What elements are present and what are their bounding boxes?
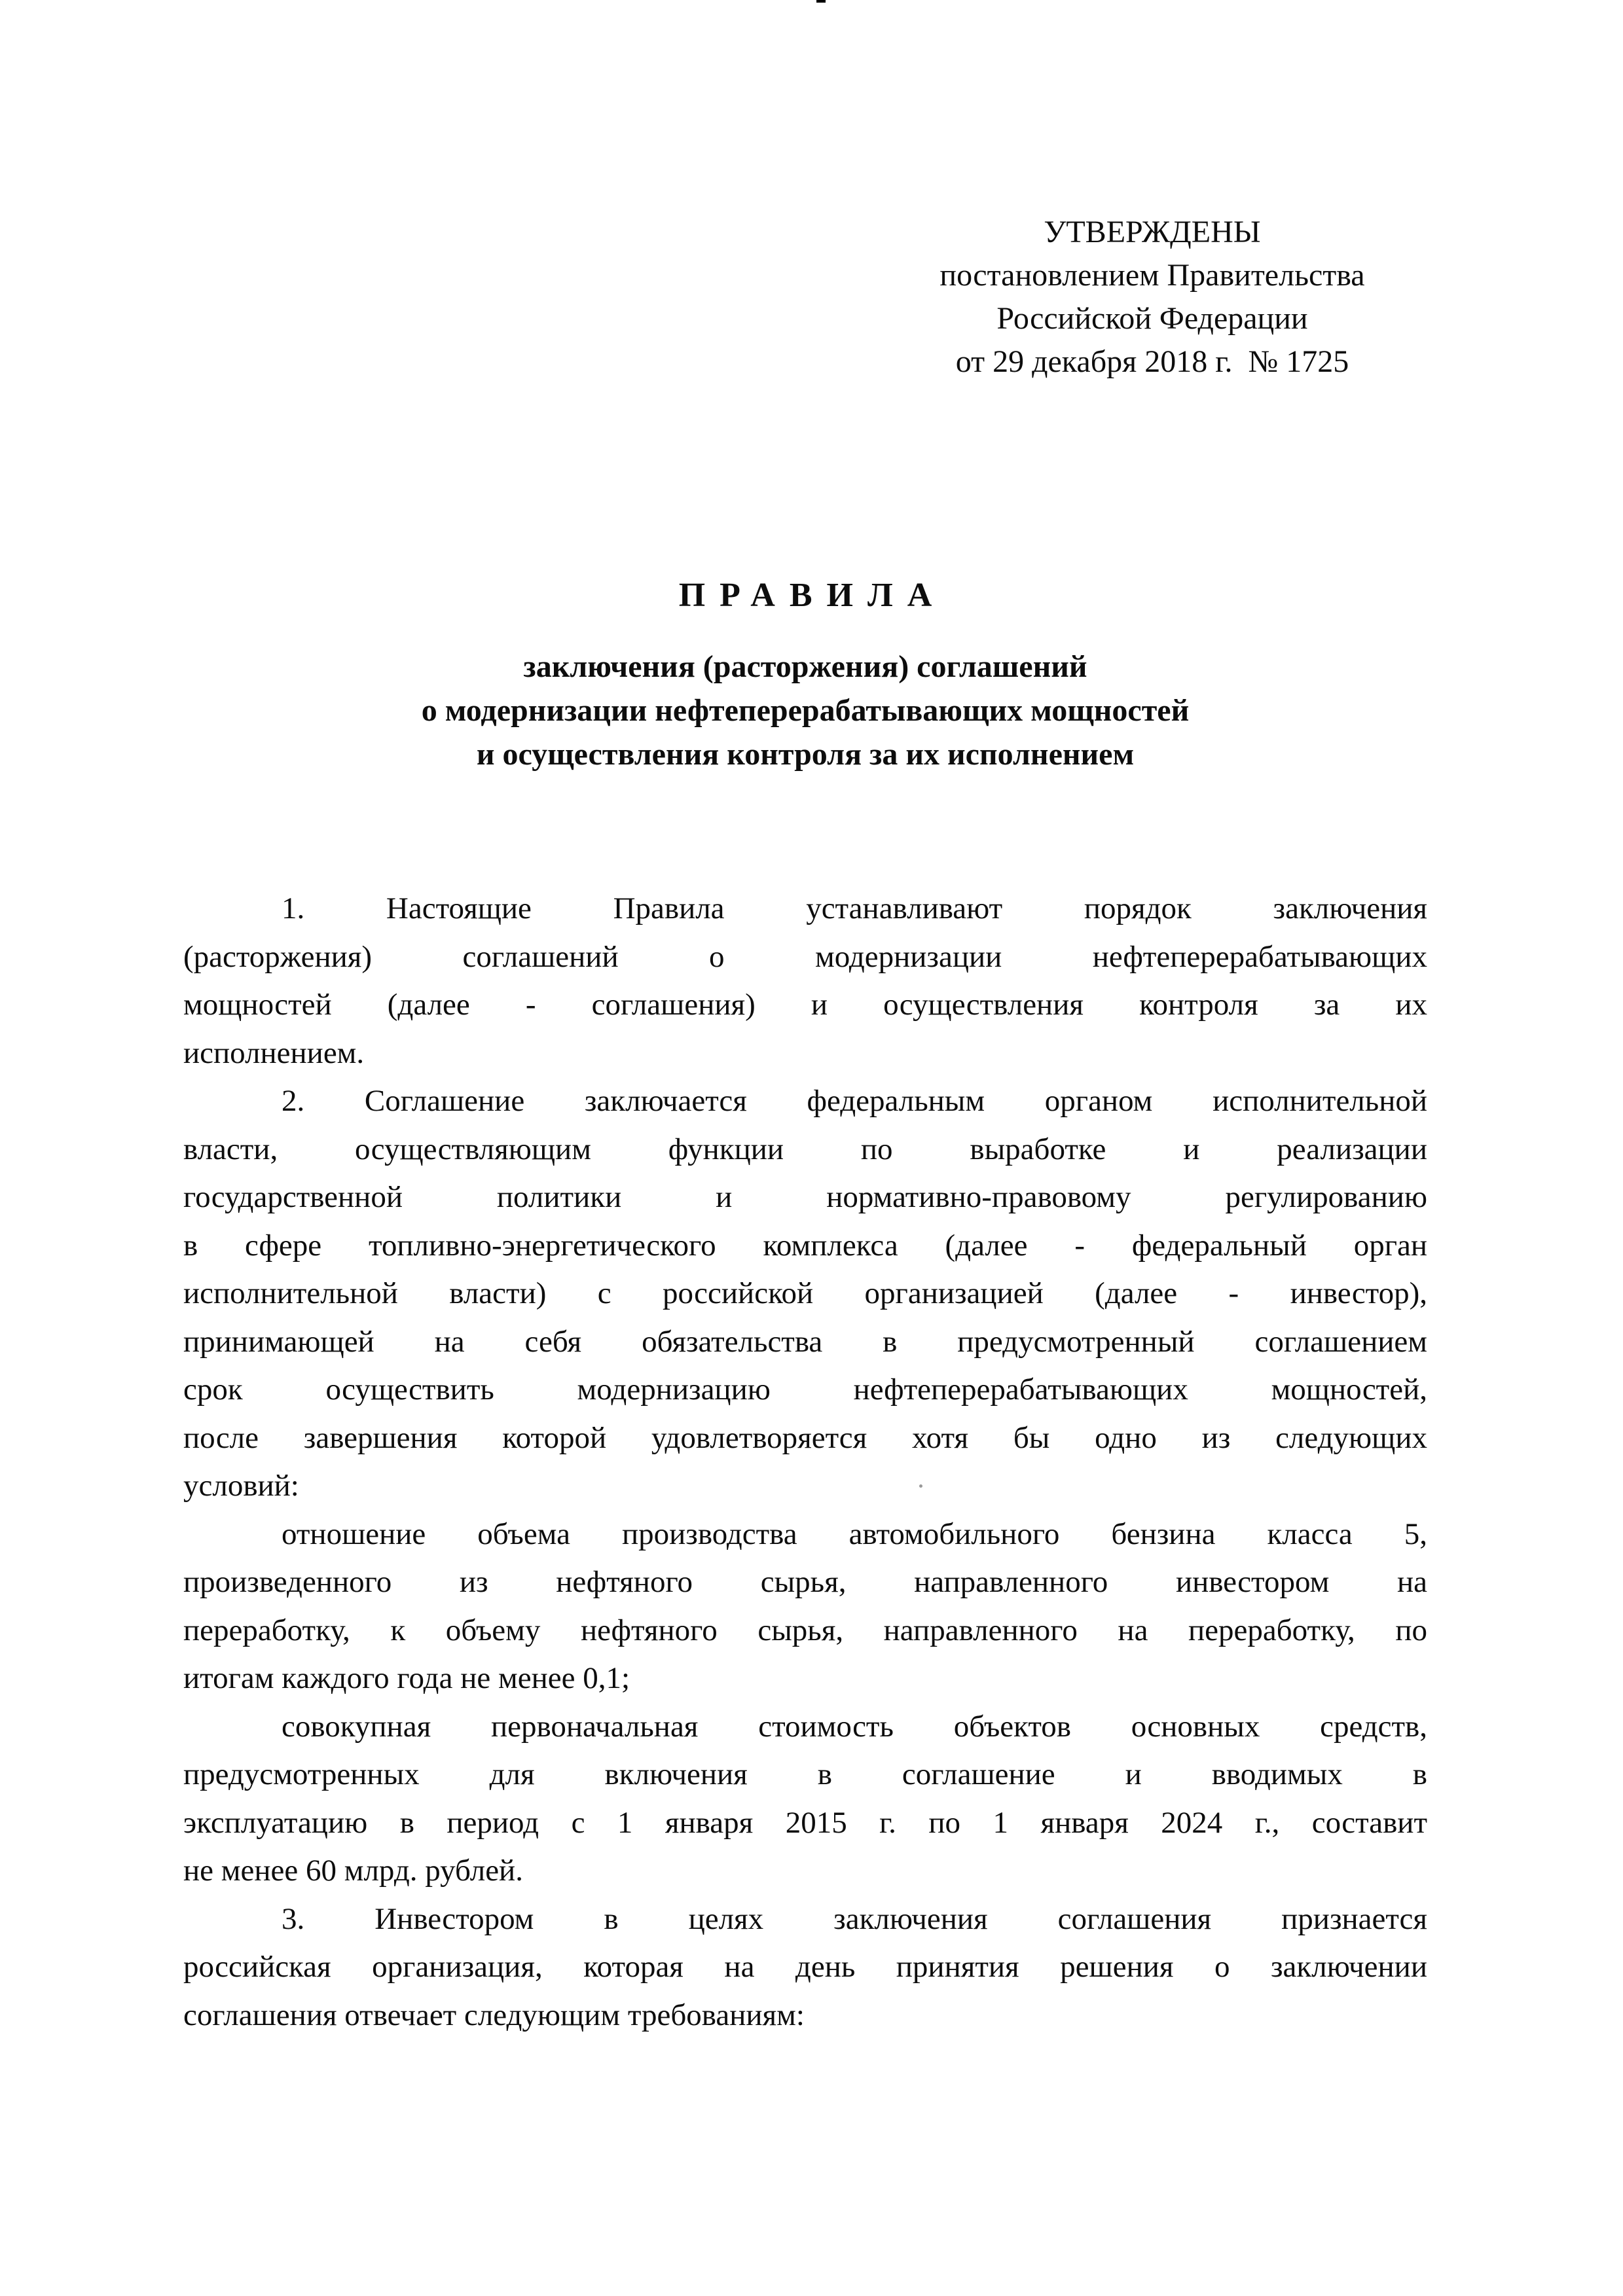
body-line: эксплуатацию в период с 1 января 2015 г. по 1 января 2024 г., составит xyxy=(183,1805,1427,1840)
body-line: в сфере топливно-энергетического комплекса (далее - федеральный орган xyxy=(183,1228,1427,1263)
body-line: государственной политики и нормативно-правовому регулированию xyxy=(183,1180,1427,1214)
paragraph-condition-gasoline xyxy=(183,1511,1427,1703)
title-subtitle-line-1: заключения (расторжения) соглашений xyxy=(523,649,1087,684)
title-block xyxy=(183,576,1427,776)
body-line: предусмотренных для включения в соглашение и вводимых в xyxy=(183,1757,1427,1791)
body-line: итогам каждого года не менее 0,1; xyxy=(183,1661,630,1695)
body-line: власти, осуществляющим функции по выработке и реализации xyxy=(183,1132,1427,1166)
paragraph-1 xyxy=(183,885,1427,1077)
body-line: отношение объема производства автомобильного бензина класса 5, xyxy=(282,1516,1427,1551)
body-line: соглашения отвечает следующим требованиям: xyxy=(183,1998,805,2032)
approval-status-line: УТВЕРЖДЕНЫ xyxy=(1044,215,1261,249)
body-line: (расторжения) соглашений о модернизации нефтеперерабатывающих xyxy=(183,939,1427,974)
body-line: исполнительной власти) с российской организацией (далее - инвестор), xyxy=(183,1276,1427,1310)
body-line: 1. Настоящие Правила устанавливают порядок заключения xyxy=(282,891,1427,925)
body-line: мощностей (далее - соглашения) и осуществления контроля за их xyxy=(183,988,1427,1022)
body-line: российская организация, которая на день принятия решения о заключении xyxy=(183,1950,1427,1984)
document-body xyxy=(183,885,1427,2039)
paragraph-3 xyxy=(183,1895,1427,2040)
approval-authority-line: постановлением Правительства xyxy=(939,258,1365,293)
scan-artifact-line xyxy=(816,0,826,3)
approval-block xyxy=(884,211,1421,384)
body-line: условий: xyxy=(183,1469,299,1503)
body-line: после завершения которой удовлетворяется хотя бы одно из следующих xyxy=(183,1420,1427,1455)
title-subtitle-line-2: о модернизации нефтеперерабатывающих мощностей xyxy=(421,693,1190,728)
body-line: исполнением. xyxy=(183,1035,365,1070)
paragraph-2 xyxy=(183,1077,1427,1511)
approval-date-number-line: от 29 декабря 2018 г. № 1725 xyxy=(955,344,1349,379)
document-title: ПРАВИЛА xyxy=(678,577,947,614)
body-line: 2. Соглашение заключается федеральным органом исполнительной xyxy=(282,1084,1427,1118)
body-line: не менее 60 млрд. рублей. xyxy=(183,1854,523,1888)
body-line: срок осуществить модернизацию нефтеперерабатывающих мощностей, xyxy=(183,1372,1427,1407)
title-subtitle-line-3: и осуществления контроля за их исполнением xyxy=(476,737,1135,772)
body-line: совокупная первоначальная стоимость объектов основных средств, xyxy=(282,1709,1427,1744)
body-line: произведенного из нефтяного сырья, направленного инвестором на xyxy=(183,1565,1427,1599)
approval-country-line: Российской Федерации xyxy=(996,301,1308,336)
body-line: переработку, к объему нефтяного сырья, направленного на переработку, по xyxy=(183,1613,1427,1647)
body-line: 3. Инвестором в целях заключения соглашения признается xyxy=(282,1901,1427,1936)
body-line: принимающей на себя обязательства в предусмотренный соглашением xyxy=(183,1324,1427,1359)
paragraph-condition-cost xyxy=(183,1703,1427,1895)
